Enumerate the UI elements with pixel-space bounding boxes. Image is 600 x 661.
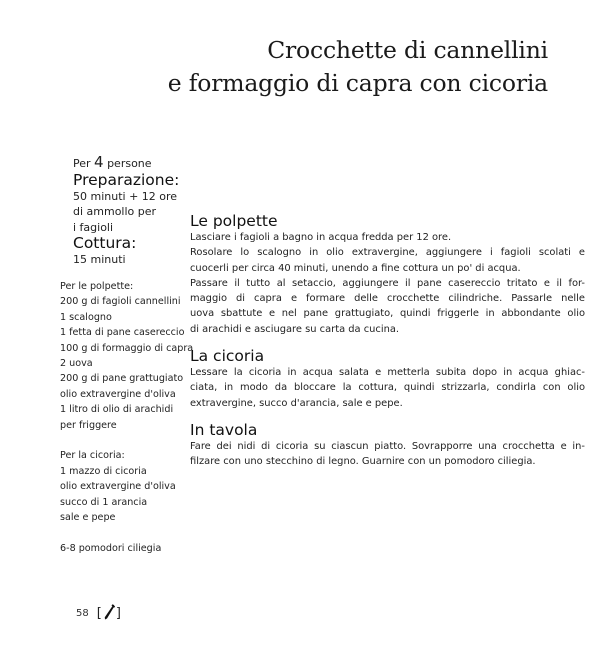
prep-line: 50 minuti + 12 ore (73, 189, 178, 203)
servings (73, 155, 193, 172)
recipe-meta (73, 155, 193, 268)
section-heading: In tavola (190, 420, 258, 439)
ingredient-item: olio extravergine d'oliva (60, 388, 176, 400)
spacer (60, 433, 190, 448)
ingredient-item: 100 g di formaggio di capra (60, 342, 194, 354)
ingredient-item: per friggere (60, 419, 117, 431)
section-heading: La cicoria (190, 347, 265, 366)
text-line: Passare il tutto al setaccio, aggiungere il pane casereccio tritato e il for- (190, 277, 585, 289)
recipe-title-line-1: Crocchette di cannellini (267, 36, 548, 64)
servings-suffix: persone (107, 157, 152, 170)
section-in-tavola (190, 421, 585, 470)
ingredient-item: 200 g di fagioli cannellini (60, 296, 181, 308)
servings-prefix: Per (73, 157, 91, 170)
recipe-instructions (190, 212, 585, 480)
ingredient-item: 1 litro di olio di arachidi (60, 404, 174, 416)
text-line: maggio di capra e formare delle crocchette cilindriche. Passarle nelle (190, 293, 585, 305)
text-line: Lessare la cicoria in acqua salata e metterla subita dopo in acqua ghiac- (190, 367, 585, 379)
ingredient-item: 1 scalogno (60, 311, 112, 323)
section-body (190, 230, 585, 337)
ingredient-item: 1 fetta di pane casereccio (60, 327, 185, 339)
recipe-title-line-2: e formaggio di capra con cicoria (167, 69, 548, 97)
ingredient-item: olio extravergine d'oliva (60, 481, 176, 493)
ingredients-header-polpette: Per le polpette: (60, 281, 134, 292)
prep-label: Preparazione: (73, 170, 180, 189)
section-heading: Le polpette (190, 212, 278, 230)
ingredient-item: 1 mazzo di cicoria (60, 465, 147, 477)
bracket-close: ] (115, 606, 121, 621)
section-body (190, 439, 585, 470)
ingredient-item: succo di 1 arancia (60, 496, 148, 508)
servings-number: 4 (94, 153, 104, 171)
cook-label: Cottura: (73, 234, 137, 252)
text-line: Fare dei nidi di cicoria su ciascun piatto. Sovrapporre una crocchetta e in- (190, 440, 585, 452)
spacer (60, 525, 190, 540)
bracket-open: [ (96, 606, 102, 621)
section-cicoria (190, 347, 585, 411)
prep-line: di ammollo per (73, 205, 157, 218)
section-polpette (190, 212, 585, 337)
text-line: di arachidi e asciugare su carta da cucina. (190, 323, 400, 335)
ingredients-list (60, 279, 194, 556)
cook-value: 15 minuti (73, 253, 126, 266)
pen-nib-icon (103, 604, 115, 623)
section-body (190, 365, 585, 411)
ingredient-item: 200 g di pane grattugiato (60, 373, 184, 385)
prep-line: i fagioli (73, 220, 114, 234)
page-footer (76, 604, 121, 623)
text-line: ciata, in modo da bloccare la cottura, quindi strizzarla, condirla con olio (190, 382, 585, 394)
text-line: extravergine, succo d'arancia, sale e pepe. (190, 397, 403, 409)
ingredient-item: sale e pepe (60, 512, 116, 524)
text-line: uova sbattute e nel pane grattugiato, quindi friggerle in abbondante olio (190, 308, 585, 320)
ingredient-item: 2 uova (60, 358, 93, 370)
recipe-title (168, 34, 548, 100)
ingredient-item-extra: 6-8 pomodori ciliegia (60, 542, 162, 554)
footer-mark (97, 604, 121, 623)
page-number: 58 (76, 608, 89, 619)
text-line: cuocerli per circa 40 minuti, unendo a fine cottura un po' di acqua. (190, 262, 521, 274)
text-line: filzare con uno stecchino di legno. Guarnire con un pomodoro ciliegia. (190, 456, 536, 468)
ingredients-header-cicoria: Per la cicoria: (60, 450, 125, 462)
text-line: Lasciare i fagioli a bagno in acqua fredda per 12 ore. (190, 232, 452, 243)
text-line: Rosolare lo scalogno in olio extravergine, aggiungere i fagioli scolati e (190, 247, 585, 259)
